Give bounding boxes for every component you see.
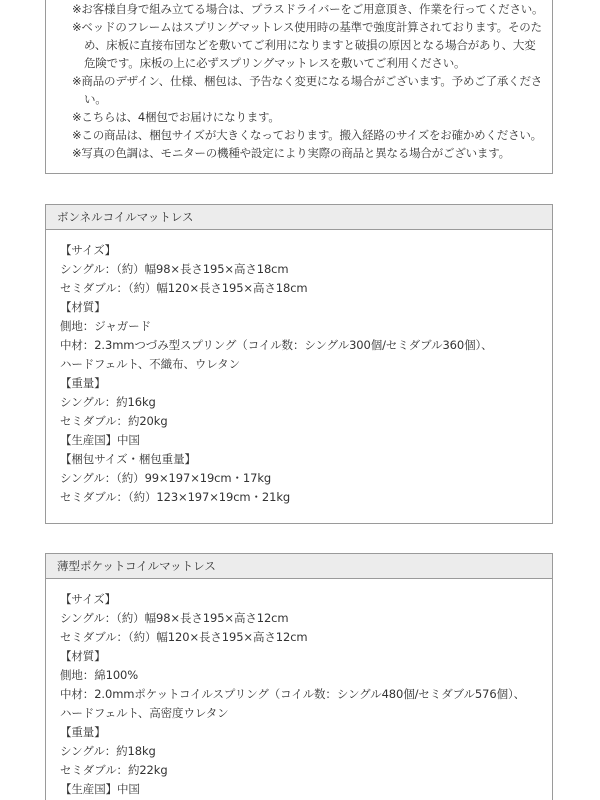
spec-line: シングル：約16kg xyxy=(60,395,156,409)
spec-line: 【サイズ】 xyxy=(60,592,117,606)
spec-line: 【材質】 xyxy=(60,300,106,314)
note-delivery-route-text: ※この商品は、梱包サイズが大きくなっております。搬入経路のサイズをお確かめください。 xyxy=(72,128,542,142)
spec-line: 【生産国】中国 xyxy=(60,433,140,447)
spec-line: 【生産国】中国 xyxy=(60,782,140,796)
note-photo-color xyxy=(72,144,544,162)
spec-line: 側地：ジャガード xyxy=(60,319,151,333)
note-design-change xyxy=(72,72,544,108)
spec-line: シングル：（約）幅98×長さ195×高さ18cm xyxy=(60,262,289,276)
spec-line: 【重量】 xyxy=(60,376,106,390)
spec-line: 中材：2.3mmつづみ型スプリング（コイル数：シングル300個/セミダブル360個）、 xyxy=(60,338,493,352)
note-design-change-text: ※商品のデザイン、仕様、梱包は、予告なく変更になる場合がございます。予めご了承ください。 xyxy=(72,74,543,106)
spec-line: セミダブル：（約）幅120×長さ195×高さ18cm xyxy=(60,281,308,295)
spec-line: セミダブル：（約）幅120×長さ195×高さ12cm xyxy=(60,630,308,644)
spec-line: 中材：2.0mmポケットコイルスプリング（コイル数：シングル480個/セミダブル576個）、 xyxy=(60,687,526,701)
spec-line: シングル：（約）99×197×19cm・17kg xyxy=(60,471,272,485)
spec-line: シングル：約18kg xyxy=(60,744,156,758)
spec-line: 【重量】 xyxy=(60,725,106,739)
note-assembly xyxy=(72,0,544,18)
spec-line: ハードフェルト、高密度ウレタン xyxy=(60,706,229,720)
notes-box xyxy=(45,0,553,174)
spec-line: 側地：綿100% xyxy=(60,668,139,682)
note-frame-strength xyxy=(72,18,544,72)
note-photo-color-text: ※写真の色調は、モニターの機種や設定により実際の商品と異なる場合がございます。 xyxy=(72,146,510,160)
spec-line: 【材質】 xyxy=(60,649,106,663)
spec-line: シングル：（約）幅98×長さ195×高さ12cm xyxy=(60,611,289,625)
pocket-coil-spec-box xyxy=(45,553,553,800)
pocket-coil-title: 薄型ポケットコイルマットレス xyxy=(46,554,552,579)
spec-line: 【サイズ】 xyxy=(60,243,117,257)
bonnell-coil-title: ボンネルコイルマットレス xyxy=(46,205,552,230)
note-assembly-text: ※お客様自身で組み立てる場合は、プラスドライバーをご用意頂き、作業を行ってください。 xyxy=(72,2,544,16)
bonnell-coil-spec-list xyxy=(46,230,552,507)
bonnell-coil-spec-box xyxy=(45,204,553,524)
spec-line: ハードフェルト、不織布、ウレタン xyxy=(60,357,240,371)
pocket-coil-spec-list xyxy=(46,579,552,799)
note-packages-text: ※こちらは、4梱包でお届けになります。 xyxy=(72,110,280,124)
note-delivery-route xyxy=(72,126,544,144)
spec-line: セミダブル：約22kg xyxy=(60,763,168,777)
spec-line: セミダブル：（約）123×197×19cm・21kg xyxy=(60,490,291,504)
spec-line: セミダブル：約20kg xyxy=(60,414,168,428)
note-packages xyxy=(72,108,544,126)
spec-line: 【梱包サイズ・梱包重量】 xyxy=(60,452,196,466)
note-frame-strength-text: ※ベッドのフレームはスプリングマットレス使用時の基準で強度計算されております。そのため、床板に直接布団などを敷いてご利用になりますと破損の原因となる場合があり、大変危険です。床板の上に必ずスプリングマットレスを敷いてご利用ください。 xyxy=(72,20,542,70)
